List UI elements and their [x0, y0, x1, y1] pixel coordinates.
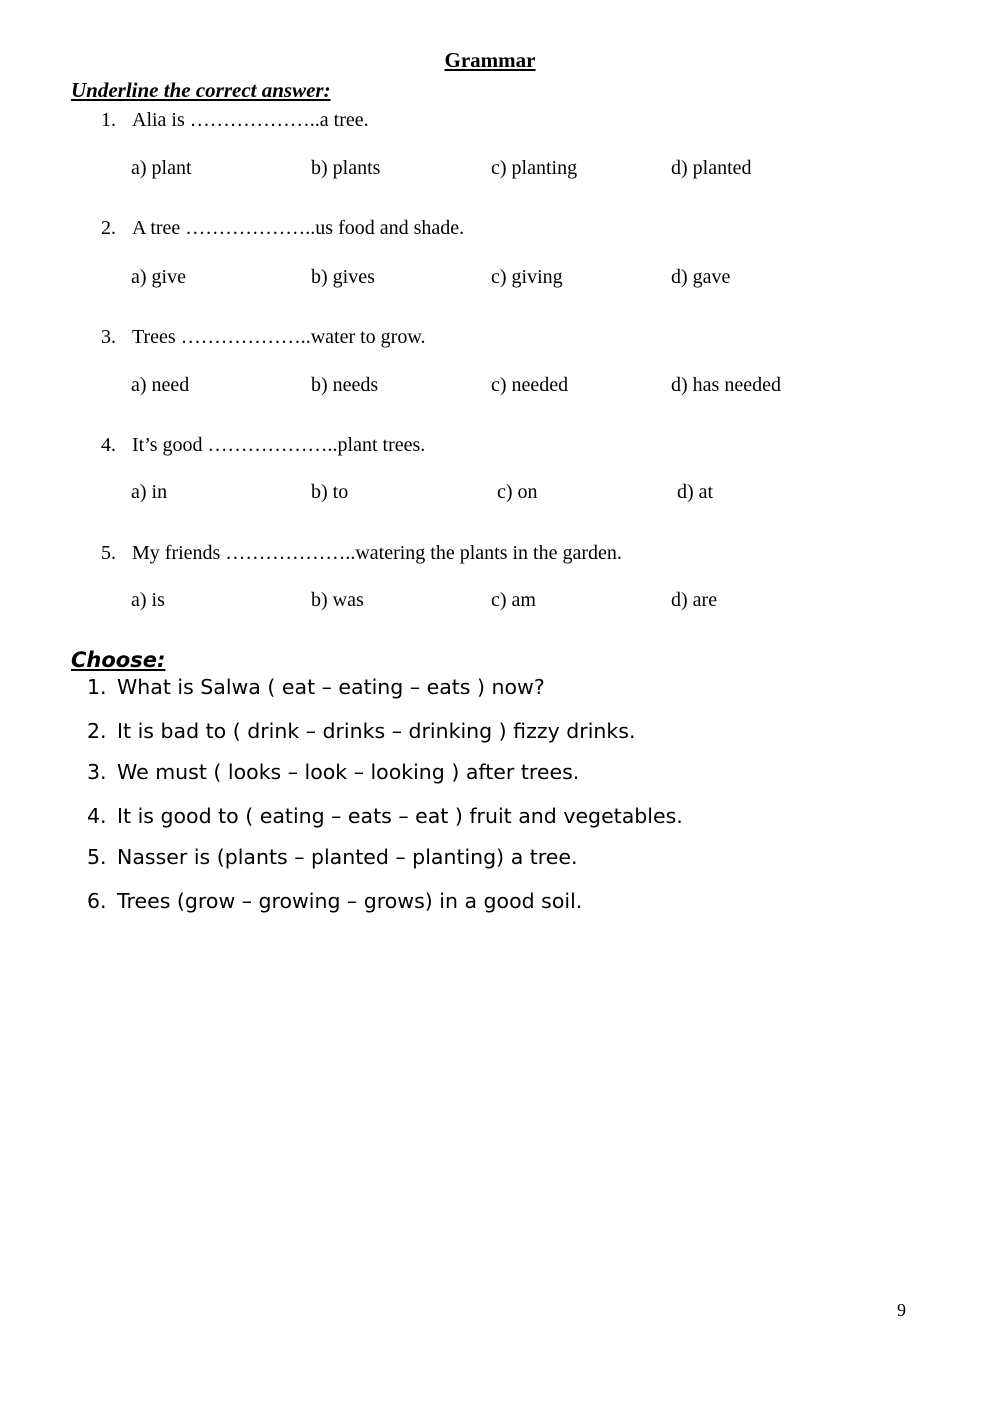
choose-item-4 — [87, 804, 683, 828]
question-text: Alia is ………………..a tree. — [132, 109, 369, 131]
option-d[interactable]: d) at — [677, 481, 714, 503]
option-c[interactable]: c) on — [497, 481, 538, 503]
choose-item-6 — [87, 889, 582, 913]
option-b[interactable]: b) needs — [311, 374, 379, 396]
item-number: 2. — [87, 719, 107, 743]
item-text: It is bad to ( drink – drinks – drinking ) fizzy drinks. — [117, 719, 636, 743]
option-a[interactable]: a) is — [131, 589, 165, 611]
page-number: 9 — [897, 1300, 906, 1320]
option-c[interactable]: c) needed — [491, 374, 569, 396]
option-b[interactable]: b) gives — [311, 266, 375, 288]
option-a[interactable]: a) in — [131, 481, 168, 503]
item-text: Trees (grow – growing – grows) in a good soil. — [117, 889, 583, 913]
option-d[interactable]: d) has needed — [671, 374, 781, 396]
option-c[interactable]: c) planting — [491, 157, 578, 179]
question-text: It’s good ………………..plant trees. — [132, 434, 426, 456]
option-b[interactable]: b) to — [311, 481, 349, 503]
question-1 — [101, 109, 369, 132]
item-text: Nasser is (plants – planted – planting) a tree. — [117, 845, 578, 869]
question-number: 1. — [101, 109, 116, 131]
option-b[interactable]: b) was — [311, 589, 364, 611]
choose-item-5 — [87, 845, 578, 869]
question-3 — [101, 326, 426, 349]
option-c[interactable]: c) giving — [491, 266, 563, 288]
item-text: It is good to ( eating – eats – eat ) fruit and vegetables. — [117, 804, 683, 828]
question-number: 2. — [101, 217, 116, 239]
question-5 — [101, 542, 622, 565]
question-number: 4. — [101, 434, 116, 456]
option-c[interactable]: c) am — [491, 589, 536, 611]
item-number: 6. — [87, 889, 107, 913]
option-d[interactable]: d) gave — [671, 266, 731, 288]
choose-item-1 — [87, 675, 545, 699]
question-text: A tree ………………..us food and shade. — [132, 217, 465, 239]
question-number: 3. — [101, 326, 116, 348]
option-a[interactable]: a) plant — [131, 157, 192, 179]
item-number: 1. — [87, 675, 107, 699]
option-b[interactable]: b) plants — [311, 157, 381, 179]
item-number: 5. — [87, 845, 107, 869]
question-text: Trees ………………..water to grow. — [132, 326, 426, 348]
question-number: 5. — [101, 542, 116, 564]
section-heading-choose: Choose: — [71, 648, 166, 672]
choose-item-2 — [87, 719, 635, 743]
item-number: 3. — [87, 760, 107, 784]
item-text: What is Salwa ( eat – eating – eats ) now? — [117, 675, 545, 699]
question-text: My friends ………………..watering the plants in the garden. — [132, 542, 622, 564]
item-text: We must ( looks – look – looking ) after trees. — [117, 760, 580, 784]
page-title: Grammar — [444, 48, 536, 72]
option-d[interactable]: d) planted — [671, 157, 752, 179]
section-heading-underline: Underline the correct answer: — [71, 78, 331, 102]
option-d[interactable]: d) are — [671, 589, 718, 611]
question-4 — [101, 434, 425, 457]
option-a[interactable]: a) give — [131, 266, 186, 288]
item-number: 4. — [87, 804, 107, 828]
question-2 — [101, 217, 464, 240]
option-a[interactable]: a) need — [131, 374, 190, 396]
choose-item-3 — [87, 760, 579, 784]
